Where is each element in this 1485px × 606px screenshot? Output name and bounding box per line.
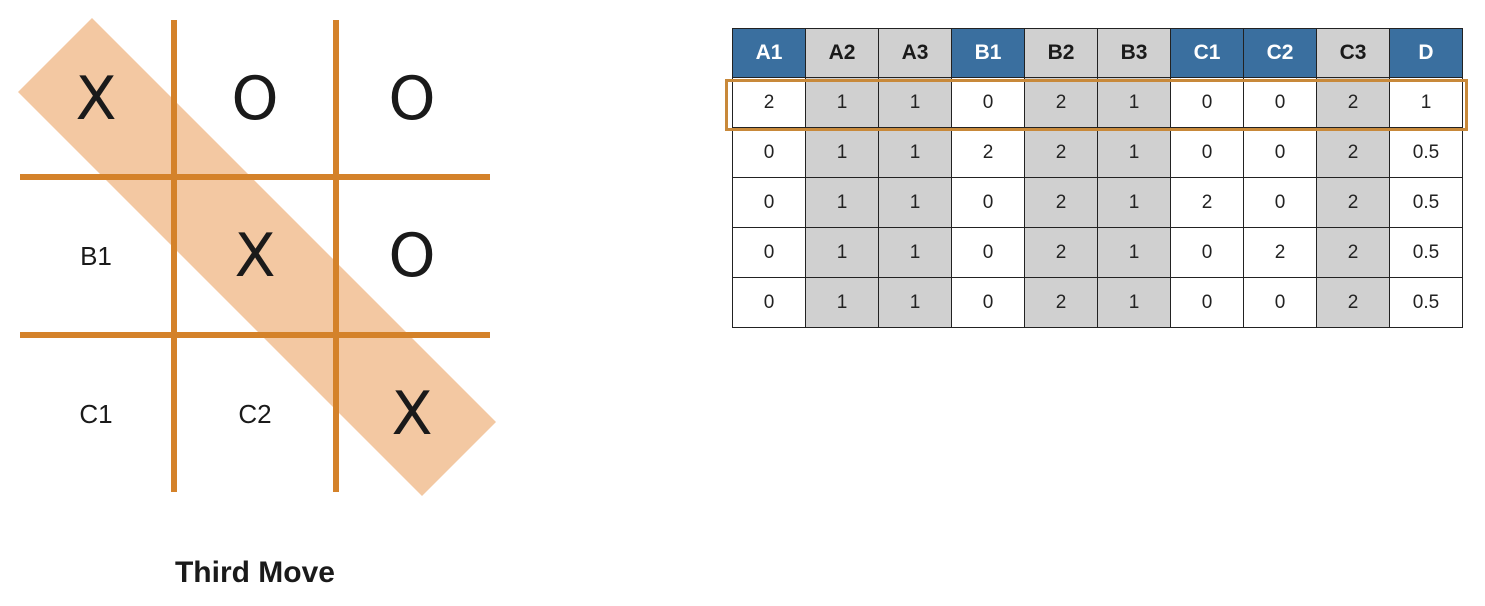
column-header-c1: C1	[1171, 29, 1244, 78]
table-cell: 0	[1171, 78, 1244, 128]
table-cell: 2	[1317, 228, 1390, 278]
table-cell: 1	[879, 228, 952, 278]
table-cell: 0.5	[1390, 228, 1463, 278]
board-cell-b1: B1	[80, 240, 112, 271]
table-cell: 1	[806, 178, 879, 228]
board-cell-b2: X	[234, 221, 276, 291]
table-header-row	[733, 29, 1463, 78]
table-cell: 2	[1025, 128, 1098, 178]
table-cell: 0.5	[1390, 278, 1463, 328]
table-cell: 2	[952, 128, 1025, 178]
column-header-b1: B1	[952, 29, 1025, 78]
table-cell: 1	[806, 128, 879, 178]
table-cell: 2	[1025, 178, 1098, 228]
table-cell: 1	[879, 178, 952, 228]
table-cell: 1	[806, 78, 879, 128]
table-cell: 2	[1025, 278, 1098, 328]
table-cell: 2	[1025, 78, 1098, 128]
table-cell: 1	[879, 128, 952, 178]
table-cell: 0	[952, 278, 1025, 328]
table-cell: 0	[733, 128, 806, 178]
column-header-b2: B2	[1025, 29, 1098, 78]
state-value-table	[732, 28, 1463, 328]
table-cell: 2	[1025, 228, 1098, 278]
table-cell: 0	[1244, 278, 1317, 328]
table-cell: 2	[1317, 178, 1390, 228]
column-header-a3: A3	[879, 29, 952, 78]
column-header-b3: B3	[1098, 29, 1171, 78]
table-cell: 0	[1171, 228, 1244, 278]
table-cell: 2	[1317, 78, 1390, 128]
table-cell: 0	[952, 228, 1025, 278]
table-body	[733, 78, 1463, 328]
table-cell: 0	[952, 78, 1025, 128]
table-cell: 2	[1171, 178, 1244, 228]
table-cell: 0	[733, 228, 806, 278]
column-header-a2: A2	[806, 29, 879, 78]
table-cell: 0.5	[1390, 128, 1463, 178]
board-cell-c1: C1	[79, 398, 113, 429]
table-cell: 0	[1171, 128, 1244, 178]
table-cell: 0	[1171, 278, 1244, 328]
board-cell-b3: O	[388, 221, 436, 291]
table-cell: 1	[879, 78, 952, 128]
table-cell: 0	[733, 278, 806, 328]
table-cell: 0	[1244, 78, 1317, 128]
board-caption: Third Move	[174, 556, 335, 589]
column-header-d: D	[1390, 29, 1463, 78]
table-cell: 1	[1098, 128, 1171, 178]
table-cell: 1	[806, 278, 879, 328]
board-cell-a1: X	[75, 63, 117, 134]
table-cell: 1	[1098, 178, 1171, 228]
table-row	[733, 178, 1463, 228]
table-row	[733, 78, 1463, 128]
column-header-c3: C3	[1317, 29, 1390, 78]
table-cell: 1	[1098, 228, 1171, 278]
table-cell: 0	[733, 178, 806, 228]
table-cell: 0	[952, 178, 1025, 228]
board-cell-c3: X	[391, 379, 433, 449]
board-cell-c2: C2	[238, 398, 272, 429]
table-cell: 2	[1317, 278, 1390, 328]
board-cell-a2: O	[231, 63, 279, 134]
table-row	[733, 278, 1463, 328]
table-cell: 2	[1244, 228, 1317, 278]
table-row	[733, 228, 1463, 278]
table-cell: 0	[1244, 128, 1317, 178]
table-cell: 1	[1098, 278, 1171, 328]
table-cell: 2	[1317, 128, 1390, 178]
column-header-c2: C2	[1244, 29, 1317, 78]
table-cell: 1	[879, 278, 952, 328]
board-cell-a3: O	[388, 63, 436, 134]
column-header-a1: A1	[733, 29, 806, 78]
table-cell: 2	[733, 78, 806, 128]
table-cell: 1	[1390, 78, 1463, 128]
table-row	[733, 128, 1463, 178]
table-cell: 1	[1098, 78, 1171, 128]
table-cell: 1	[806, 228, 879, 278]
table-cell: 0	[1244, 178, 1317, 228]
tic-tac-toe-board	[0, 0, 520, 606]
table-cell: 0.5	[1390, 178, 1463, 228]
